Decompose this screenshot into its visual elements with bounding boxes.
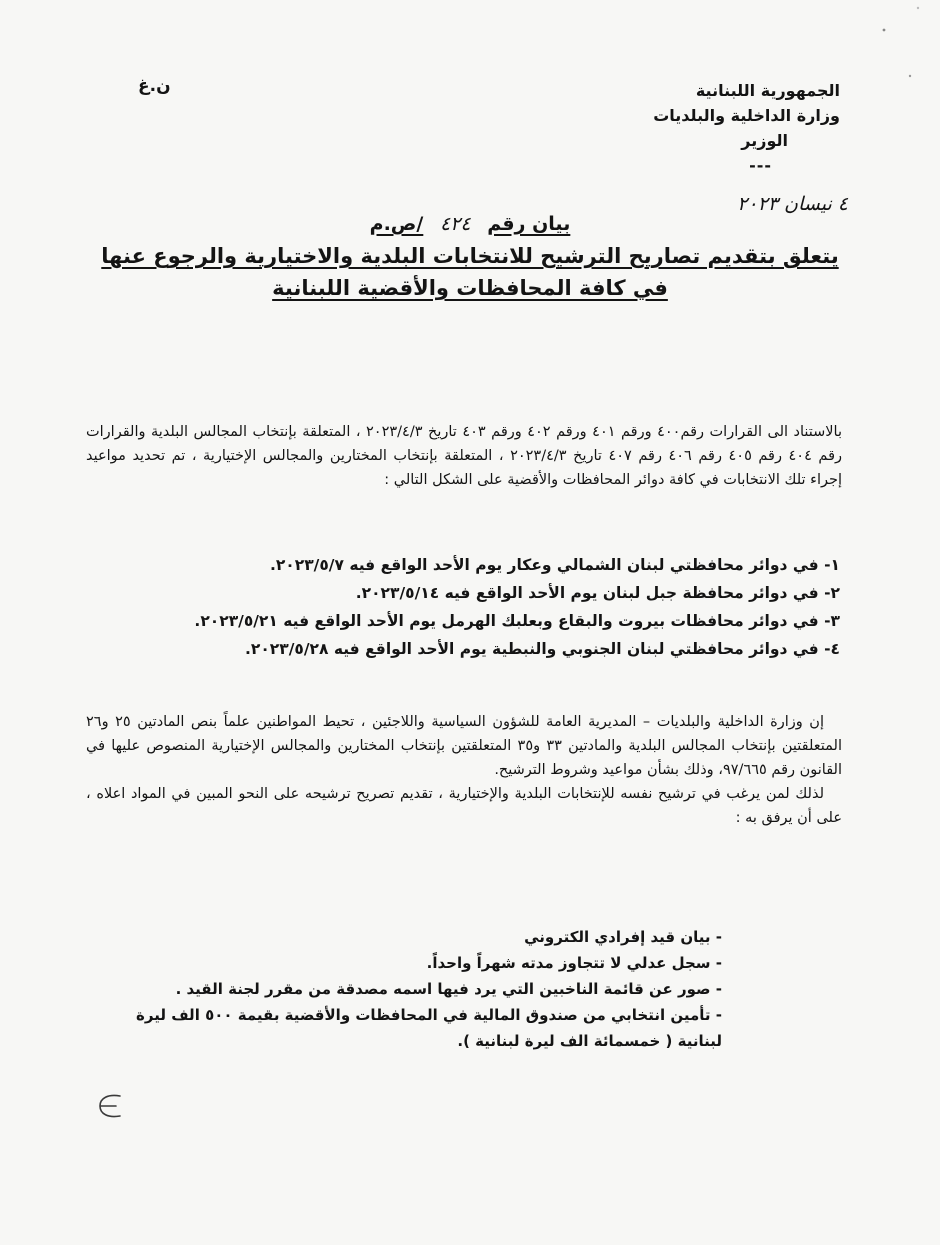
document-title <box>100 208 840 304</box>
title-line-subject: يتعلق بتقديم تصاريح الترشيح للانتخابات البلدية والاختيارية والرجوع عنها <box>101 244 839 268</box>
signature-stroke-icon <box>90 1090 130 1124</box>
statement-number-line <box>100 208 840 240</box>
intro-paragraph <box>86 420 842 492</box>
election-schedule-list <box>120 551 840 663</box>
requirement-item: - سجل عدلي لا تتجاوز مدته شهراً واحداً. <box>426 954 722 972</box>
notice-section <box>86 710 842 830</box>
requirement-item-continuation: لبنانية ( خمسمائة الف ليرة لبنانية ). <box>457 1032 722 1050</box>
schedule-item: ٣- في دوائر محافظات بيروت والبقاع وبعلبك الهرمل يوم الأحد الواقع فيه ٢٠٢٣/٥/٢١. <box>194 612 840 630</box>
handwritten-signature-mark <box>90 1090 130 1132</box>
requirement-item: - تأمين انتخابي من صندوق المالية في المحافظات والأقضية بقيمة ٥٠٠ الف ليرة <box>136 1006 722 1024</box>
requirement-item: - بيان قيد إفرادي الكتروني <box>524 928 722 946</box>
document-date: ٤ نيسان ٢٠٢٣ <box>737 193 848 215</box>
initials: ن.غ <box>138 76 171 96</box>
statement-number: ٤٢٤ <box>439 213 471 235</box>
requirements-list <box>102 924 722 1054</box>
intro-text: بالاستناد الى القرارات رقم٤٠٠ ورقم ٤٠١ ورقم ٤٠٢ ورقم ٤٠٣ تاريخ ٢٠٢٣/٤/٣ ، المتعلقة بإنتخاب المجالس البلدية والقرارات رقم ٤٠٤ رقم ٤٠٥ رقم ٤٠٦ رقم ٤٠٧ تاريخ ٢٠٢٣/٤/٣ ، المتعلقة بإنتخاب المختارين والمجالس الإختيارية ، تم تحديد مواعيد إجراء تلك الانتخابات في كافة دوائر المحافظات والأقضية على الشكل التالي : <box>86 424 842 488</box>
minister-title: الوزير <box>741 131 788 150</box>
schedule-item: ١- في دوائر محافظتي لبنان الشمالي وعكار يوم الأحد الواقع فيه ٢٠٢٣/٥/٧. <box>269 556 840 574</box>
notice-text: إن وزارة الداخلية والبلديات – المديرية العامة للشؤون السياسية واللاجئين ، تحيط المواطنين علماً بنص المادتين ٢٥ و٢٦ المتعلقتين بإنتخاب المجالس البلدية والمادتين ٣٣ و٣٥ المتعلقتين بإنتخاب المختارين والمجالس الإختيارية المنصوص عليها في القانون رقم ٩٧/٦٦٥، وذلك بشأن مواعيد وشروط الترشيح. <box>86 714 842 778</box>
scan-specks-icon <box>880 0 940 90</box>
candidacy-text: لذلك لمن يرغب في ترشيح نفسه للإنتخابات البلدية والإختيارية ، تقديم تصريح ترشيحه على النحو المبين في المواد اعلاه ، على أن يرفق به : <box>86 786 842 826</box>
schedule-item: ٢- في دوائر محافظة جبل لبنان يوم الأحد الواقع فيه ٢٠٢٣/٥/١٤. <box>355 584 840 602</box>
schedule-item: ٤- في دوائر محافظتي لبنان الجنوبي والنبطية يوم الأحد الواقع فيه ٢٠٢٣/٥/٢٨. <box>244 640 840 658</box>
statement-label: بيان رقم <box>487 213 571 235</box>
header-separator: --- <box>749 156 772 175</box>
ministry-name: وزارة الداخلية والبلديات <box>653 106 840 125</box>
statement-suffix: /ص.م <box>369 213 424 235</box>
requirement-item: - صور عن قائمة الناخبين التي يرد فيها اسمه مصدقة من مقرر لجنة القيد . <box>175 980 722 998</box>
republic-name: الجمهورية اللبنانية <box>695 81 840 100</box>
issuer-header <box>520 78 840 178</box>
title-line-scope: في كافة المحافظات والأقضية اللبنانية <box>272 276 668 300</box>
